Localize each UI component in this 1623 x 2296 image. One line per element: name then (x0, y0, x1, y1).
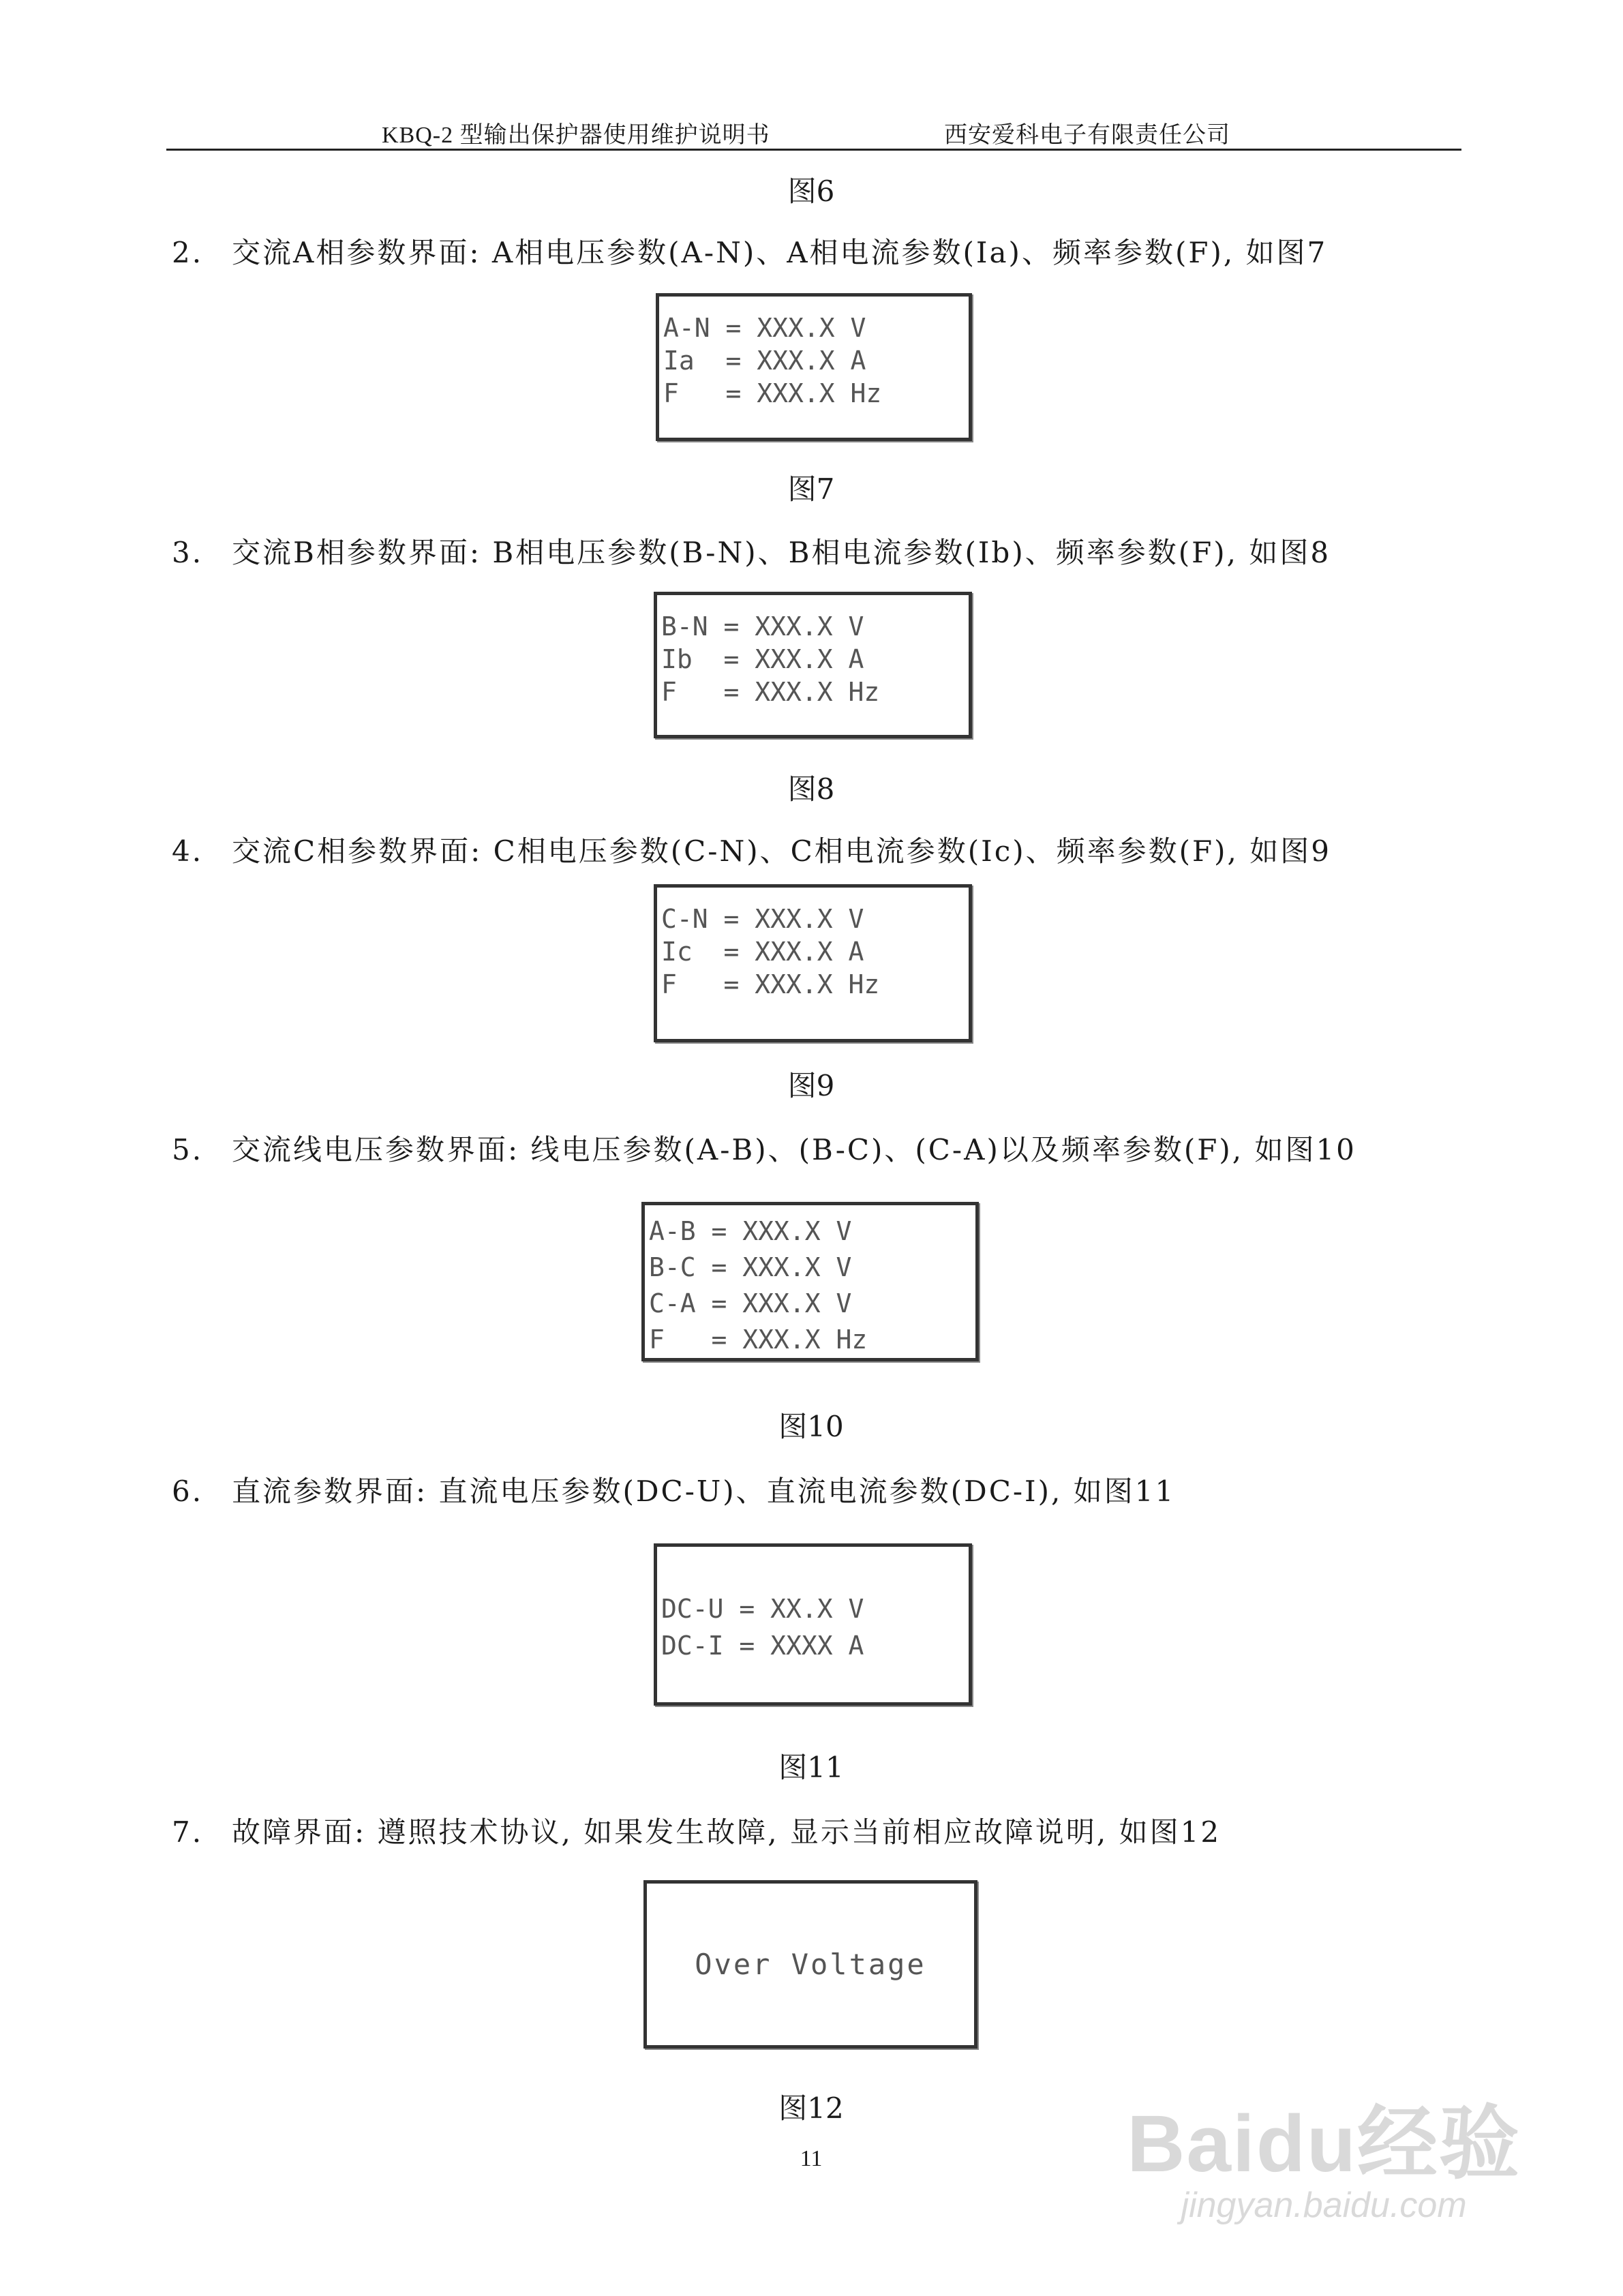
lcd-line: F = XXX.X Hz (663, 378, 882, 408)
lcd-line: DC-I = XXXX A (661, 1631, 864, 1661)
lcd-line: A-N = XXX.X V (663, 313, 866, 343)
lcd-line: F = XXX.X Hz (661, 969, 880, 999)
lcd-screen-fig9 (654, 884, 972, 1042)
paragraph-7 (172, 1810, 1221, 1851)
paragraph-2 (172, 230, 1327, 271)
lcd-line: B-N = XXX.X V (661, 611, 864, 641)
paragraph-text: 交流线电压参数界面: 线电压参数(A-B)、(B-C)、(C-A)以及频率参数(F), 如图10 (232, 1133, 1356, 1166)
paragraph-5 (172, 1128, 1356, 1168)
lcd-line: B-C = XXX.X V (649, 1252, 852, 1282)
figure-caption-10: 图10 (778, 1410, 844, 1443)
lcd-line: Ia = XXX.X A (663, 346, 866, 376)
lcd-line: Ib = XXX.X A (661, 644, 864, 674)
figure-caption-6: 图6 (787, 175, 835, 208)
lcd-line: F = XXX.X Hz (649, 1325, 868, 1355)
watermark-url: jingyan.baidu.com (1181, 2186, 1467, 2225)
paragraph-6 (172, 1469, 1175, 1510)
lcd-line: DC-U = XX.X V (661, 1594, 864, 1624)
figure-caption-12: 图12 (778, 2091, 844, 2125)
lcd-screen-fig8 (654, 592, 972, 738)
figure-caption-11: 图11 (778, 1751, 844, 1784)
lcd-screen-fig7 (656, 293, 972, 441)
lcd-fault-message: Over Voltage (695, 1947, 926, 1981)
figure-caption-9: 图9 (787, 1069, 835, 1102)
lcd-line: F = XXX.X Hz (661, 677, 880, 707)
paragraph-number: 6. (172, 1475, 204, 1508)
lcd-screen-fig11 (654, 1543, 972, 1706)
baidu-watermark (1127, 2099, 1521, 2226)
paragraph-4 (172, 829, 1331, 870)
lcd-screen-fig10 (641, 1202, 979, 1361)
paragraph-text: 交流B相参数界面: B相电压参数(B-N)、B相电流参数(Ib)、频率参数(F), 如图8 (232, 536, 1331, 569)
paragraph-number: 3. (172, 536, 204, 569)
paragraph-text: 交流C相参数界面: C相电压参数(C-N)、C相电流参数(Ic)、频率参数(F), 如图9 (232, 834, 1331, 868)
figure-caption-8: 图8 (787, 772, 835, 806)
lcd-line: A-B = XXX.X V (649, 1216, 852, 1246)
paragraph-text: 故障界面: 遵照技术协议, 如果发生故障, 显示当前相应故障说明, 如图12 (232, 1815, 1222, 1849)
lcd-screen-fig12 (643, 1880, 977, 2049)
figure-caption-7: 图7 (787, 472, 835, 506)
lcd-line: Ic = XXX.X A (661, 937, 864, 967)
header-rule (166, 149, 1461, 151)
header-doc-title: KBQ-2 型输出保护器使用维护说明书 (382, 123, 770, 148)
paragraph-number: 5. (172, 1133, 204, 1166)
lcd-line: C-A = XXX.X V (649, 1288, 852, 1318)
page-number: 11 (800, 2146, 823, 2171)
paragraph-number: 4. (172, 834, 204, 868)
paragraph-number: 2. (172, 236, 204, 269)
paragraph-text: 直流参数界面: 直流电压参数(DC-U)、直流电流参数(DC-I), 如图11 (232, 1475, 1176, 1508)
paragraph-number: 7. (172, 1815, 204, 1849)
paragraph-text: 交流A相参数界面: A相电压参数(A-N)、A相电流参数(Ia)、频率参数(F), 如图7 (232, 236, 1328, 269)
lcd-line: C-N = XXX.X V (661, 904, 864, 934)
paragraph-3 (172, 530, 1331, 571)
header-company: 西安爱科电子有限责任公司 (944, 123, 1230, 148)
watermark-brand: Baidu经验 (1127, 2099, 1521, 2189)
